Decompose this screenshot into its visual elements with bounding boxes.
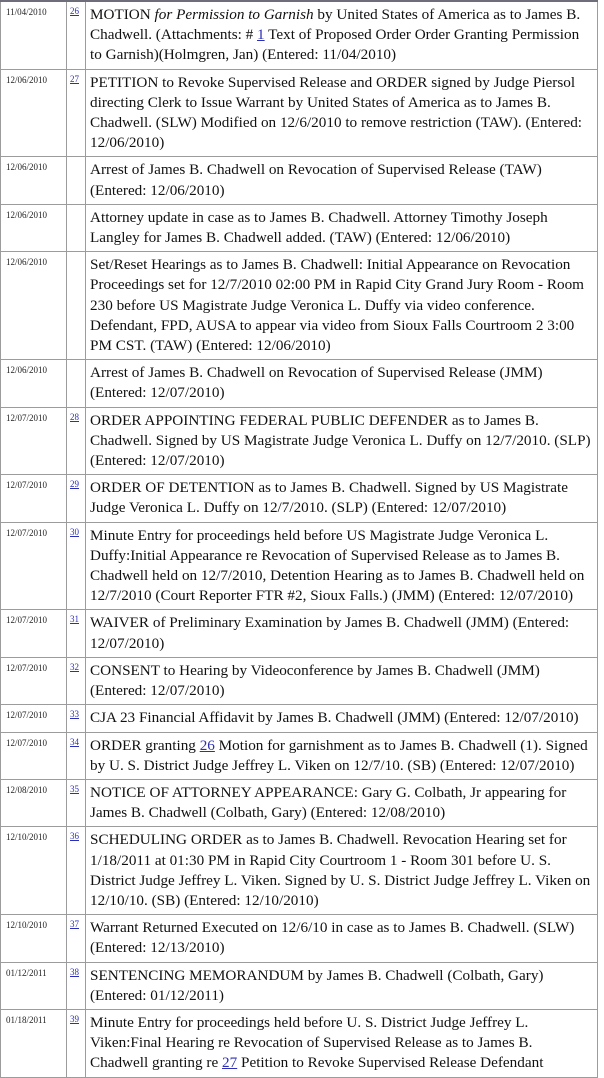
referenced-document-link[interactable]: 1	[257, 26, 265, 44]
description-text: Petition to Revoke Supervised Release Defendant	[237, 1054, 544, 1072]
entry-description	[86, 69, 598, 157]
entry-date: 12/07/2010	[1, 407, 67, 475]
docket-entry-row	[1, 1009, 598, 1077]
document-number-link[interactable]: 26	[70, 6, 79, 16]
entry-number-cell	[67, 732, 86, 779]
entry-description	[86, 962, 598, 1009]
entry-description	[86, 610, 598, 657]
referenced-document-link[interactable]: 27	[222, 1054, 238, 1072]
description-text: PETITION to Revoke Supervised Release and ORDER signed by Judge Piersol directing Clerk to Issue Warrant by United States of America as to James B. Chadwell. (SLW) Modified on 12/6/2010 to remove restriction (TAW). (Entered: 12/06/2010)	[90, 73, 583, 152]
description-text: CONSENT to Hearing by Videoconference by James B. Chadwell (JMM) (Entered: 12/07/2010)	[90, 661, 540, 700]
entry-description	[86, 732, 598, 779]
docket-entry-row	[1, 360, 598, 407]
entry-number-cell	[67, 475, 86, 522]
description-text: ORDER APPOINTING FEDERAL PUBLIC DEFENDER as to James B. Chadwell. Signed by US Magistrate Judge Veronica L. Duffy on 12/7/2010. (SLP) (Entered: 12/07/2010)	[90, 411, 591, 470]
docket-entry-row	[1, 610, 598, 657]
entry-date: 12/06/2010	[1, 252, 67, 360]
entry-date: 12/07/2010	[1, 475, 67, 522]
entry-number-cell	[67, 779, 86, 826]
entry-description	[86, 252, 598, 360]
entry-description	[86, 705, 598, 732]
docket-entry-row	[1, 915, 598, 962]
entry-description	[86, 407, 598, 475]
document-number-link[interactable]: 36	[70, 831, 79, 842]
entry-date: 01/18/2011	[1, 1009, 67, 1077]
entry-date: 12/06/2010	[1, 360, 67, 407]
description-text: MOTION	[90, 6, 155, 23]
description-italic-text: for Permission to Garnish	[154, 6, 314, 23]
description-text: Set/Reset Hearings as to James B. Chadwell: Initial Appearance on Revocation Proceedings set for 12/7/2010 02:00 PM in Rapid City Grand Jury Room - Room 230 before US Magistrate Judge Veronica L. Duffy via video conference. Defendant, FPD, AUSA to appear via video from Sioux Falls Courtroom 2 3:00 PM CST. (TAW) (Entered: 12/06/2010)	[90, 256, 584, 355]
entry-date: 12/07/2010	[1, 705, 67, 732]
entry-number-cell	[67, 69, 86, 157]
document-number-link[interactable]: 33	[70, 709, 79, 720]
docket-entry-row	[1, 705, 598, 732]
document-number-link[interactable]: 39	[70, 1013, 79, 1024]
description-text: Arrest of James B. Chadwell on Revocation of Supervised Release (TAW) (Entered: 12/06/2010)	[90, 161, 542, 199]
entry-description	[86, 475, 598, 522]
docket-entry-row	[1, 475, 598, 522]
docket-entry-row	[1, 827, 598, 915]
description-text: SENTENCING MEMORANDUM by James B. Chadwell (Colbath, Gary) (Entered: 01/12/2011)	[90, 966, 544, 1004]
docket-entry-row	[1, 157, 598, 204]
entry-description	[86, 657, 598, 704]
entry-number-cell	[67, 204, 86, 251]
entry-description	[86, 779, 598, 826]
description-text: Warrant Returned Executed on 12/6/10 in case as to James B. Chadwell. (SLW) (Entered: 12/13/2010)	[90, 919, 575, 957]
entry-number-cell	[67, 657, 86, 704]
entry-date: 12/10/2010	[1, 915, 67, 962]
entry-number-cell	[67, 962, 86, 1009]
entry-date: 12/07/2010	[1, 657, 67, 704]
docket-entry-row	[1, 732, 598, 779]
document-number-link[interactable]: 35	[70, 783, 79, 794]
document-number-link[interactable]: 30	[70, 526, 79, 537]
docket-entry-row	[1, 779, 598, 826]
docket-table-body	[1, 1, 598, 1077]
description-text: Arrest of James B. Chadwell on Revocation of Supervised Release (JMM) (Entered: 12/07/2010)	[90, 364, 543, 402]
docket-entry-row	[1, 69, 598, 157]
entry-number-cell	[67, 1009, 86, 1077]
entry-description	[86, 204, 598, 251]
description-text: Attorney update in case as to James B. Chadwell. Attorney Timothy Joseph Langley for James B. Chadwell added. (TAW) (Entered: 12/06/2010)	[90, 208, 548, 247]
description-text: SCHEDULING ORDER as to James B. Chadwell. Revocation Hearing set for 1/18/2011 at 01:30 PM in Rapid City Courtroom 1 - Room 301 before U. S. District Judge Jeffrey L. Viken. Signed by U. S. District Judge Jeffrey L. Viken on 12/10/10. (SB) (Entered: 12/10/2010)	[90, 831, 591, 909]
entry-number-cell	[67, 360, 86, 407]
document-number-link[interactable]: 34	[70, 736, 79, 747]
description-text: NOTICE OF ATTORNEY APPEARANCE: Gary G. Colbath, Jr appearing for James B. Chadwell (Colbath, Gary) (Entered: 12/08/2010)	[90, 783, 567, 822]
entry-date: 12/06/2010	[1, 69, 67, 157]
document-number-link[interactable]: 31	[70, 614, 79, 625]
entry-date: 12/08/2010	[1, 779, 67, 826]
description-text: Text of Proposed Order Order Granting Permission to Garnish)(Holmgren, Jan) (Entered: 11/04/2010)	[90, 26, 580, 64]
docket-entry-row	[1, 962, 598, 1009]
entry-number-cell	[67, 705, 86, 732]
entry-date: 12/10/2010	[1, 827, 67, 915]
entry-number-cell	[67, 1, 86, 69]
entry-date: 11/04/2010	[1, 1, 67, 69]
entry-number-cell	[67, 407, 86, 475]
docket-entry-row	[1, 657, 598, 704]
entry-description	[86, 827, 598, 915]
document-number-link[interactable]: 29	[70, 479, 79, 490]
entry-date: 12/06/2010	[1, 204, 67, 251]
entry-number-cell	[67, 827, 86, 915]
docket-entry-row	[1, 204, 598, 251]
description-text: ORDER OF DETENTION as to James B. Chadwell. Signed by US Magistrate Judge Veronica L. Duffy on 12/7/2010. (SLP) (Entered: 12/07/2010)	[90, 479, 568, 517]
referenced-document-link[interactable]: 26	[199, 736, 215, 754]
description-text: Minute Entry for proceedings held before U. S. District Judge Jeffrey L. Viken:Final Hearing re Revocation of Supervised Release as to James B. Chadwell granting re	[90, 1013, 533, 1072]
document-number-link[interactable]: 37	[70, 919, 79, 930]
entry-description	[86, 915, 598, 962]
entry-number-cell	[67, 610, 86, 657]
document-number-link[interactable]: 27	[70, 73, 79, 84]
entry-description	[86, 360, 598, 407]
description-text: Motion for garnishment as to James B. Chadwell (1). Signed by U. S. District Judge Jeffrey L. Viken on 12/7/10. (SB) (Entered: 12/07/2010)	[90, 736, 588, 774]
entry-date: 12/07/2010	[1, 732, 67, 779]
entry-description	[86, 1009, 598, 1077]
entry-number-cell	[67, 522, 86, 610]
entry-number-cell	[67, 915, 86, 962]
description-text: ORDER granting	[90, 736, 200, 754]
description-text: WAIVER of Preliminary Examination by James B. Chadwell (JMM) (Entered: 12/07/2010)	[90, 614, 570, 652]
description-text: Minute Entry for proceedings held before US Magistrate Judge Veronica L. Duffy:Initial Appearance re Revocation of Supervised Release as to James B. Chadwell held on 12/7/2010, Detention Hearing as to James B. Chadwell held on 12/7/2010 (Court Reporter FTR #2, Sioux Falls.) (JMM) (Entered: 12/07/2010)	[90, 526, 585, 605]
document-number-link[interactable]: 38	[70, 966, 79, 977]
entry-number-cell	[67, 252, 86, 360]
entry-description	[86, 1, 598, 69]
description-text: CJA 23 Financial Affidavit by James B. Chadwell (JMM) (Entered: 12/07/2010)	[90, 709, 579, 727]
entry-date: 01/12/2011	[1, 962, 67, 1009]
docket-entry-row	[1, 522, 598, 610]
entry-date: 12/06/2010	[1, 157, 67, 204]
docket-entry-row	[1, 252, 598, 360]
entry-description	[86, 522, 598, 610]
entry-date: 12/07/2010	[1, 610, 67, 657]
entry-description	[86, 157, 598, 204]
description-text: by United States of America as to James B. Chadwell. (Attachments: #	[90, 6, 581, 44]
entry-number-cell	[67, 157, 86, 204]
docket-entry-row	[1, 407, 598, 475]
entry-date: 12/07/2010	[1, 522, 67, 610]
docket-entry-row	[1, 1, 598, 69]
document-number-link[interactable]: 32	[70, 661, 79, 672]
document-number-link[interactable]: 28	[70, 411, 79, 422]
